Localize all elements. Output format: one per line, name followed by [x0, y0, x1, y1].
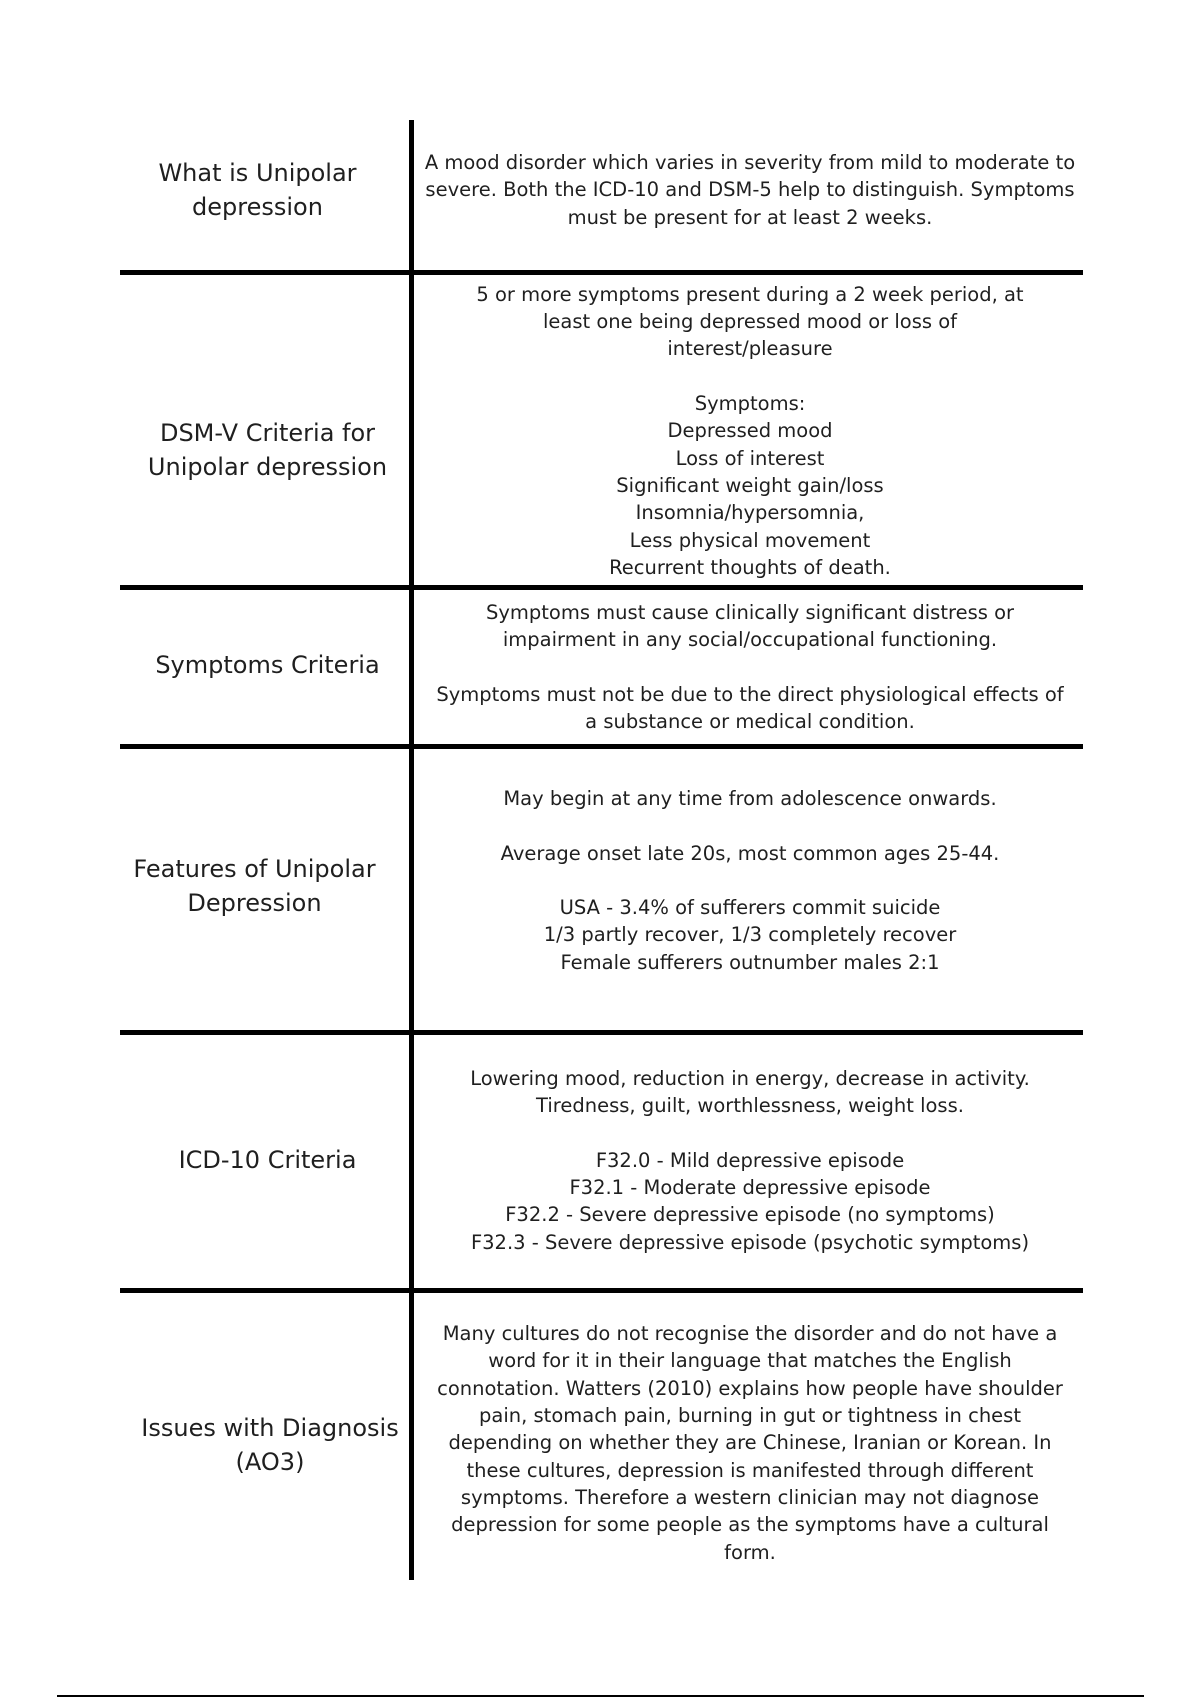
- content-line: A mood disorder which varies in severity from mild to moderate to: [424, 151, 1076, 175]
- row-divider: [120, 1030, 1083, 1035]
- row-content-features: [416, 784, 1084, 977]
- content-line: Lowering mood, reduction in energy, decrease in activity.: [470, 1066, 1030, 1090]
- content-line: word for it in their language that matches the English: [488, 1349, 1012, 1373]
- content-line: Female sufferers outnumber males 2:1: [560, 950, 940, 974]
- row-divider: [120, 744, 1083, 749]
- row-label-line: Issues with Diagnosis: [141, 1414, 399, 1442]
- content-line: 1/3 partly recover, 1/3 completely recover: [543, 923, 957, 947]
- content-line: severe. Both the ICD-10 and DSM-5 help to distinguish. Symptoms: [425, 178, 1075, 202]
- row-divider: [120, 270, 1083, 275]
- content-line: F32.3 - Severe depressive episode (psychotic symptoms): [470, 1230, 1030, 1254]
- content-line: connotation. Watters (2010) explains how people have shoulder: [437, 1376, 1063, 1400]
- row-content-what-is-unipolar: [416, 148, 1084, 232]
- page-bottom-rule: [57, 1695, 1144, 1697]
- row-label-issues-with-diagnosis: [130, 1405, 410, 1485]
- content-line: Loss of interest: [675, 446, 825, 470]
- content-line: May begin at any time from adolescence onwards.: [503, 786, 997, 810]
- row-label-icd-10-criteria: [130, 1140, 405, 1180]
- row-content-issues-with-diagnosis: [416, 1318, 1084, 1568]
- row-content-symptoms-criteria: [416, 598, 1084, 736]
- content-line: impairment in any social/occupational functioning.: [502, 628, 998, 652]
- content-line: F32.0 - Mild depressive episode: [595, 1148, 905, 1172]
- row-label-dsm-v-criteria: [130, 410, 405, 490]
- content-line: USA - 3.4% of sufferers commit suicide: [559, 896, 941, 920]
- content-line: Symptoms:: [694, 392, 806, 416]
- content-line: these cultures, depression is manifested through different: [466, 1458, 1034, 1482]
- row-label-what-is-unipolar: [120, 150, 395, 230]
- row-label-line: depression: [192, 193, 323, 221]
- row-label-line: Symptoms Criteria: [155, 651, 380, 679]
- content-line: interest/pleasure: [667, 337, 833, 361]
- row-label-line: (AO3): [235, 1448, 305, 1476]
- row-label-line: Depression: [187, 889, 322, 917]
- content-line: Average onset late 20s, most common ages 25-44.: [500, 841, 1000, 865]
- column-divider: [409, 120, 414, 1580]
- content-line: Symptoms must cause clinically significant distress or: [485, 600, 1015, 624]
- content-line: symptoms. Therefore a western clinician may not diagnose: [460, 1485, 1040, 1509]
- content-line: Less physical movement: [629, 528, 871, 552]
- content-line: a substance or medical condition.: [585, 709, 915, 733]
- row-divider: [120, 1288, 1083, 1293]
- row-divider: [120, 585, 1083, 590]
- content-line: least one being depressed mood or loss of: [542, 310, 958, 334]
- row-label-line: What is Unipolar: [158, 159, 357, 187]
- content-line: depression for some people as the symptoms have a cultural: [451, 1513, 1049, 1537]
- content-line: F32.2 - Severe depressive episode (no symptoms): [505, 1203, 995, 1227]
- content-line: F32.1 - Moderate depressive episode: [569, 1176, 931, 1200]
- content-line: must be present for at least 2 weeks.: [567, 205, 933, 229]
- content-line: Symptoms must not be due to the direct physiological effects of: [436, 682, 1064, 706]
- row-label-line: Features of Unipolar: [133, 855, 376, 883]
- content-line: Recurrent thoughts of death.: [609, 555, 891, 579]
- content-line: 5 or more symptoms present during a 2 week period, at: [476, 282, 1024, 306]
- content-line: Insomnia/hypersomnia,: [635, 501, 865, 525]
- row-content-icd-10-criteria: [416, 1064, 1084, 1257]
- content-line: pain, stomach pain, burning in gut or tightness in chest: [479, 1404, 1021, 1428]
- row-label-features: [112, 846, 397, 926]
- content-line: Depressed mood: [667, 419, 833, 443]
- row-label-line: ICD-10 Criteria: [178, 1146, 357, 1174]
- content-line: form.: [724, 1540, 776, 1564]
- content-line: depending on whether they are Chinese, Iranian or Korean. In: [448, 1431, 1052, 1455]
- row-label-line: Unipolar depression: [147, 453, 388, 481]
- row-label-symptoms-criteria: [130, 645, 405, 685]
- row-content-dsm-v-criteria: [416, 280, 1084, 582]
- row-label-line: DSM-V Criteria for: [159, 419, 376, 447]
- content-line: Tiredness, guilt, worthlessness, weight loss.: [536, 1094, 964, 1118]
- content-line: Significant weight gain/loss: [616, 473, 884, 497]
- content-line: Many cultures do not recognise the disorder and do not have a: [442, 1322, 1058, 1346]
